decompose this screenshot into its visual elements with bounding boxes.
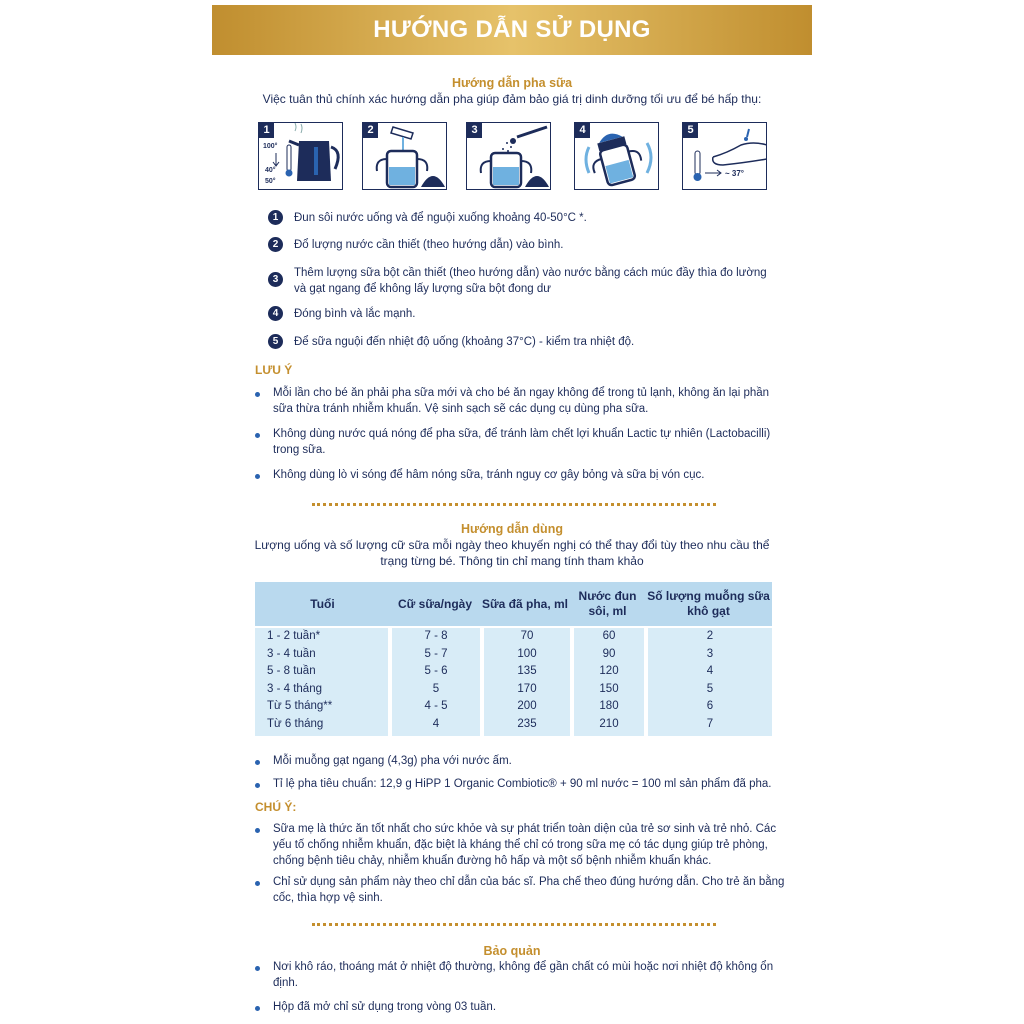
prep-step-5 (268, 334, 778, 350)
table-cell: 6 (706, 700, 714, 712)
table-cell: 5 - 7 (424, 647, 448, 660)
usage-subtitle: Lượng uống và số lượng cữ sữa mỗi ngày theo khuyến nghị có thể thay đổi tùy theo nhu cầu thể trạng từng bé. Thông tin chỉ mang tính tham khảo (254, 538, 770, 568)
step-3-number: 3 (467, 123, 482, 138)
prep-subtitle: Việc tuân thủ chính xác hướng dẫn pha giúp đảm bảo giá trị dinh dưỡng tối ưu để bé hấp thụ: (262, 92, 762, 106)
table-cell: 180 (599, 700, 619, 712)
usage-title: Hướng dẫn dùng (461, 522, 563, 536)
temp-label-40: 40° (265, 167, 276, 174)
table-cell: 4 (706, 665, 714, 677)
table-cell: 100 (517, 647, 537, 660)
step-4-illustration (574, 122, 659, 190)
storage-title: Bảo quản (483, 944, 541, 958)
table-cell: 235 (517, 717, 537, 730)
col-header-milk: Sữa đã pha, ml (480, 582, 570, 626)
table-cell: 1 - 2 tuần* (267, 630, 321, 642)
table-cell: 5 (432, 682, 440, 695)
step-1-number: 1 (259, 123, 274, 138)
prep-step-text: Đóng bình và lắc mạnh. (294, 308, 416, 320)
table-cell: 4 (432, 717, 440, 730)
table-cell: Từ 6 tháng (267, 717, 324, 730)
test-temperature-wrist-icon (683, 123, 767, 190)
note2-item: Sữa mẹ là thức ăn tốt nhất cho sức khỏe và sự phát triển toàn diện của trẻ sơ sinh và trẻ nhỏ. Các yếu tố chống nhiễm khuẩn, đặc biệt là kháng thể chỉ có trong sữa mẹ có tác dụng giúp trẻ phòng, chống bệnh tiêu chảy, nhiễm khuẩn đường hô hấp và một số bệnh nhiễm khuẩn khác. (255, 821, 785, 869)
table-cell: 70 (520, 630, 534, 642)
table-cell: 5 - 8 tuần (267, 665, 316, 677)
table-cell: 4 - 5 (424, 700, 448, 712)
prep-step-4 (268, 306, 778, 322)
prep-step-illustrations (258, 122, 778, 192)
step-number-badge: 2 (268, 237, 283, 252)
pour-water-bottle-icon (363, 123, 447, 190)
step-4-number: 4 (575, 123, 590, 138)
prep-step-text: Để sữa nguội đến nhiệt độ uống (khoảng 37°C) - kiểm tra nhiệt độ. (294, 336, 635, 348)
dotted-divider (312, 503, 716, 506)
step-number-badge: 5 (268, 334, 283, 349)
table-cell: 5 - 6 (424, 665, 448, 677)
note2-label: CHÚ Ý: (255, 800, 297, 814)
storage-item: Nơi khô ráo, thoáng mát ở nhiệt độ thường, không để gần chất có mùi hoặc nơi nhiệt độ không ổn định. (255, 959, 785, 991)
note1-item: Không dùng nước quá nóng để pha sữa, để tránh làm chết lợi khuẩn Lactic tự nhiên (Lactobacilli) trong sữa. (255, 426, 785, 458)
step-2-number: 2 (363, 123, 378, 138)
step-3-illustration (466, 122, 551, 190)
shake-bottle-icon (575, 123, 659, 190)
col-header-feeds: Cữ sữa/ngày (390, 582, 480, 626)
table-cell: 5 (706, 682, 714, 695)
col-header-age: Tuổi (255, 582, 390, 626)
table-cell: 90 (602, 647, 616, 660)
table-cell: 200 (517, 700, 537, 712)
table-cell: 210 (599, 717, 619, 730)
col-header-scoops: Số lượng muỗng sữa khô gạt (645, 582, 772, 626)
table-cell: 3 - 4 tháng (267, 682, 322, 695)
step-5-illustration (682, 122, 767, 190)
step-number-badge: 3 (268, 272, 283, 287)
prep-title: Hướng dẫn pha sữa (451, 76, 573, 90)
table-cell: 7 (706, 717, 714, 730)
step-5-number: 5 (683, 123, 698, 138)
table-cell: 150 (599, 682, 619, 695)
usage-table-header (255, 582, 772, 626)
add-powder-bottle-icon (467, 123, 551, 190)
page-title: HƯỚNG DẪN SỬ DỤNG (373, 16, 651, 43)
table-cell: Từ 5 tháng** (267, 700, 333, 712)
note1-label: LƯU Ý (255, 363, 293, 377)
usage-note: Mỗi muỗng gạt ngang (4,3g) pha với nước ấm. (255, 753, 785, 769)
prep-step-1 (268, 210, 778, 226)
dotted-divider (312, 923, 716, 926)
prep-step-text: Đun sôi nước uống và để nguội xuống khoảng 40-50°C *. (294, 212, 587, 224)
step-1-illustration (258, 122, 343, 190)
temp-label-37: ~ 37° (725, 169, 744, 178)
table-cell: 170 (517, 682, 537, 695)
col-header-water: Nước đun sôi, ml (570, 582, 645, 626)
usage-note: Tỉ lệ pha tiêu chuẩn: 12,9 g HiPP 1 Organic Combiotic® + 90 ml nước = 100 ml sản phẩm đã pha. (255, 776, 785, 792)
table-cell: 60 (602, 630, 616, 642)
table-cell: 3 - 4 tuần (267, 647, 316, 660)
prep-step-2 (268, 237, 778, 253)
table-cell: 135 (517, 665, 537, 677)
note2-item: Chỉ sử dụng sản phẩm này theo chỉ dẫn của bác sĩ. Pha chế theo đúng hướng dẫn. Cho trẻ ăn bằng cốc, thìa hợp vệ sinh. (255, 874, 785, 906)
step-number-badge: 4 (268, 306, 283, 321)
note1-item: Không dùng lò vi sóng để hâm nóng sữa, tránh nguy cơ gây bỏng và sữa bị vón cục. (255, 467, 785, 483)
temp-label-50: 50° (265, 178, 276, 185)
table-cell: 2 (706, 630, 714, 642)
header-banner (212, 5, 812, 55)
storage-item: Hộp đã mở chỉ sử dụng trong vòng 03 tuần. (255, 999, 785, 1015)
usage-table-body (255, 628, 772, 736)
note1-item: Mỗi lần cho bé ăn phải pha sữa mới và cho bé ăn ngay không để trong tủ lạnh, không ăn lại phần sữa thừa tránh nhiễm khuẩn. Vệ sinh sạch sẽ các dụng cụ dùng pha sữa. (255, 385, 785, 417)
temp-label-100: 100° (263, 143, 278, 150)
prep-step-text: Thêm lượng sữa bột cần thiết (theo hướng dẫn) vào nước bằng cách múc đầy thìa đo lường và gạt ngang để không lấy lượng sữa bột đong dư (294, 267, 767, 295)
prep-step-text: Đổ lượng nước cần thiết (theo hướng dẫn) vào bình. (294, 239, 564, 251)
table-cell: 3 (706, 647, 714, 660)
table-cell: 7 - 8 (424, 630, 448, 642)
step-number-badge: 1 (268, 210, 283, 225)
prep-step-3 (268, 265, 778, 297)
table-cell: 120 (599, 665, 619, 677)
step-2-illustration (362, 122, 447, 190)
